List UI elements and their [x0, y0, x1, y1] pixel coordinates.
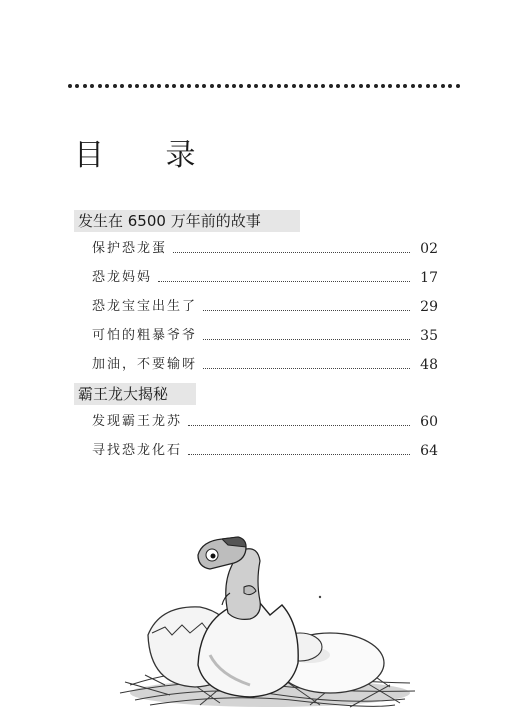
toc-entry-label: 恐龙宝宝出生了 — [92, 299, 198, 314]
divider-dot — [150, 84, 154, 88]
divider-dot — [254, 84, 258, 88]
toc-entry-label: 恐龙妈妈 — [92, 270, 153, 285]
divider-dot — [98, 84, 102, 88]
dot-leader — [158, 280, 410, 282]
divider-dot — [180, 84, 184, 88]
divider-dot — [269, 84, 273, 88]
divider-dot — [284, 84, 288, 88]
section-heading-1: 发生在 6500 万年前的故事 — [74, 210, 300, 232]
dot-leader — [203, 309, 410, 311]
divider-dot — [225, 84, 229, 88]
toc-entry[interactable] — [92, 238, 438, 258]
divider-dot — [366, 84, 370, 88]
toc-entry[interactable] — [92, 411, 438, 431]
toc-entry[interactable] — [92, 325, 438, 345]
divider-dot — [359, 84, 363, 88]
dot-leader — [203, 367, 410, 369]
divider-dot — [120, 84, 124, 88]
toc-entry-label: 保护恐龙蛋 — [92, 241, 168, 256]
toc-entry-page: 17 — [420, 270, 438, 286]
divider-dot — [262, 84, 266, 88]
section-heading-2: 霸王龙大揭秘 — [74, 383, 196, 405]
divider-dot — [83, 84, 87, 88]
divider-dot — [157, 84, 161, 88]
toc-entry-page: 29 — [420, 299, 438, 315]
toc-entry[interactable] — [92, 440, 438, 460]
divider-dot — [239, 84, 243, 88]
toc-entry[interactable] — [92, 354, 438, 374]
divider-dot — [426, 84, 430, 88]
divider-dot — [165, 84, 169, 88]
toc-entry-page: 64 — [420, 443, 438, 459]
dotted-divider — [68, 82, 460, 90]
divider-dot — [307, 84, 311, 88]
dot-leader — [188, 424, 410, 426]
divider-dot — [381, 84, 385, 88]
toc-entry-page: 60 — [420, 414, 438, 430]
divider-dot — [292, 84, 296, 88]
page-title: 目 录 — [74, 138, 222, 173]
divider-dot — [113, 84, 117, 88]
divider-dot — [441, 84, 445, 88]
divider-dot — [329, 84, 333, 88]
dot-leader — [188, 453, 410, 455]
divider-dot — [351, 84, 355, 88]
divider-dot — [195, 84, 199, 88]
toc-entry-label: 发现霸王龙苏 — [92, 414, 183, 429]
dot-leader — [173, 251, 410, 253]
divider-dot — [217, 84, 221, 88]
toc-entry-page: 35 — [420, 328, 438, 344]
divider-dot — [210, 84, 214, 88]
divider-dot — [456, 84, 460, 88]
divider-dot — [448, 84, 452, 88]
toc-entry-page: 02 — [420, 241, 438, 257]
divider-dot — [411, 84, 415, 88]
divider-dot — [172, 84, 176, 88]
divider-dot — [143, 84, 147, 88]
divider-dot — [299, 84, 303, 88]
divider-dot — [75, 84, 79, 88]
divider-dot — [388, 84, 392, 88]
divider-dot — [314, 84, 318, 88]
divider-dot — [277, 84, 281, 88]
hatching-dinosaur-illustration — [110, 535, 420, 711]
toc-entry[interactable] — [92, 267, 438, 287]
divider-dot — [396, 84, 400, 88]
divider-dot — [68, 84, 72, 88]
toc-entry-label: 加油，不要输呀 — [92, 357, 198, 372]
divider-dot — [247, 84, 251, 88]
toc-entry-page: 48 — [420, 357, 438, 373]
toc-entry[interactable] — [92, 296, 438, 316]
divider-dot — [128, 84, 132, 88]
divider-dot — [418, 84, 422, 88]
toc-entry-label: 寻找恐龙化石 — [92, 443, 183, 458]
toc-entry-label: 可怕的粗暴爷爷 — [92, 328, 198, 343]
divider-dot — [232, 84, 236, 88]
divider-dot — [344, 84, 348, 88]
divider-dot — [374, 84, 378, 88]
divider-dot — [90, 84, 94, 88]
divider-dot — [135, 84, 139, 88]
divider-dot — [321, 84, 325, 88]
divider-dot — [105, 84, 109, 88]
dot-leader — [203, 338, 410, 340]
divider-dot — [202, 84, 206, 88]
divider-dot — [433, 84, 437, 88]
divider-dot — [336, 84, 340, 88]
divider-dot — [187, 84, 191, 88]
divider-dot — [403, 84, 407, 88]
